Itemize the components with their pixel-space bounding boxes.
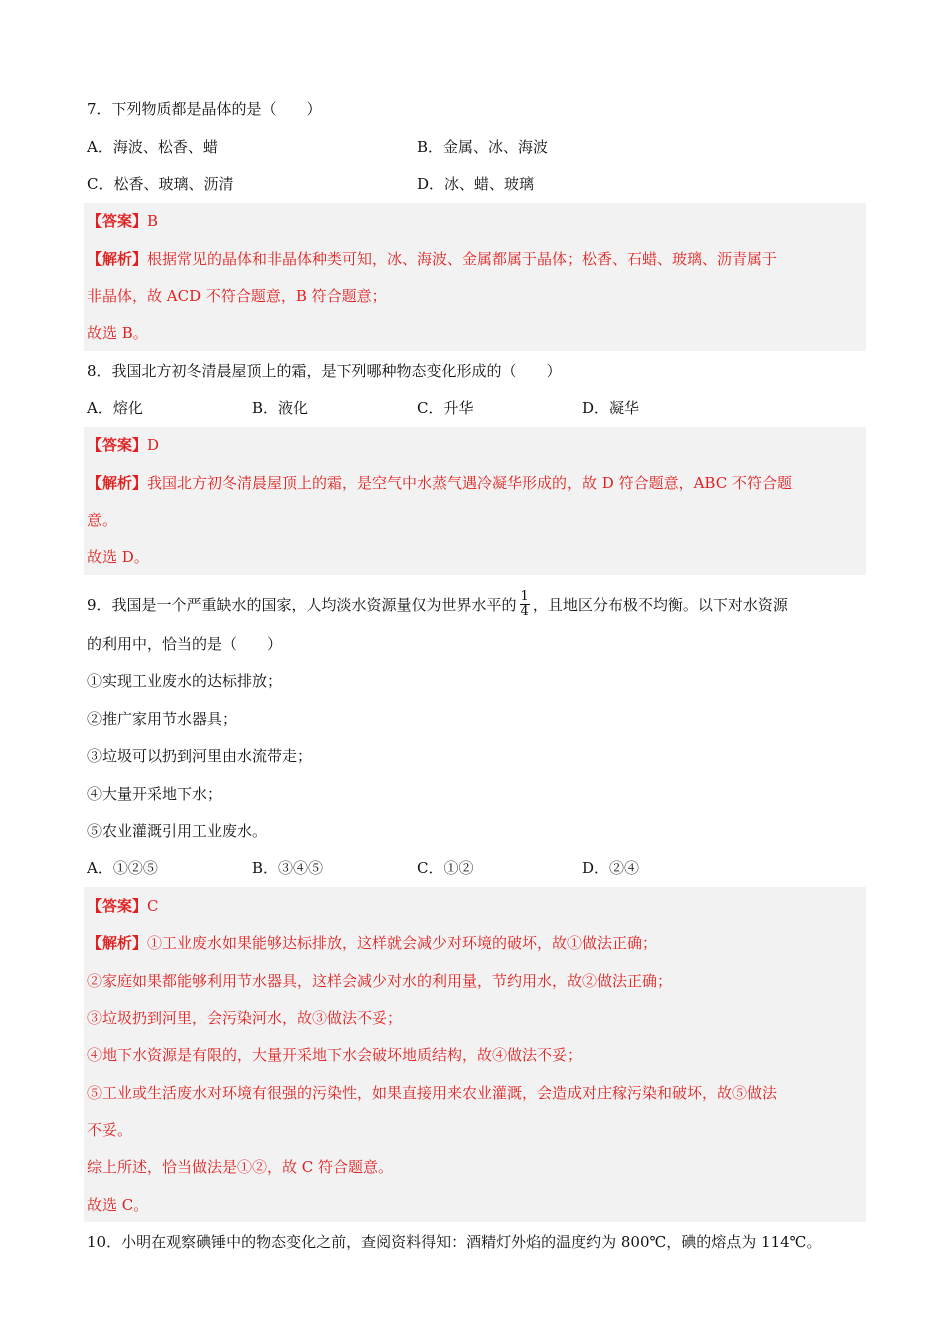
q7-option-b: B．金属、冰、海波 <box>417 138 549 156</box>
analysis-text: 我国北方初冬清晨屋顶上的霜，是空气中水蒸气遇冷凝华形成的，故 D 符合题意，ABC 不符合题 <box>147 474 792 492</box>
q9-item-4: ④大量开采地下水； <box>87 785 223 803</box>
q9-analysis-line-3: ③垃圾扔到河里，会污染河水，故③做法不妥； <box>87 1009 403 1027</box>
q9-analysis-line-4: ④地下水资源是有限的，大量开采地下水会破坏地质结构，故④做法不妥； <box>87 1046 583 1064</box>
q7-analysis-line-2: 非晶体，故 ACD 不符合题意，B 符合题意； <box>87 287 387 305</box>
fraction-one-quarter <box>520 590 530 619</box>
q9-stem-line-2: 的利用中，恰当的是（ ） <box>87 635 283 653</box>
q7-answer-box <box>84 203 866 351</box>
answer-value: B <box>147 212 159 230</box>
fraction-denominator: 4 <box>520 603 529 619</box>
analysis-tag: 【解析】 <box>87 474 148 492</box>
q9-stem-line-1 <box>87 588 788 621</box>
q7-conclusion: 故选 B。 <box>87 324 148 342</box>
q8-option-a: A．熔化 <box>87 399 143 417</box>
q9-item-3: ③垃圾可以扔到河里由水流带走； <box>87 747 313 765</box>
answer-tag: 【答案】 <box>87 436 148 454</box>
answer-tag: 【答案】 <box>87 212 148 230</box>
q8-analysis-line-1 <box>87 473 792 493</box>
q9-item-1: ①实现工业废水的达标排放； <box>87 672 283 690</box>
q9-option-a: A．①②⑤ <box>87 859 158 877</box>
q9-item-5: ⑤农业灌溉引用工业废水。 <box>87 822 268 840</box>
answer-tag: 【答案】 <box>87 897 148 915</box>
q9-stem-part-2: ，且地区分布极不均衡。以下对水资源 <box>532 596 788 614</box>
q8-conclusion: 故选 D。 <box>87 548 149 566</box>
q10-stem: 10．小明在观察碘锤中的物态变化之前，查阅资料得知：酒精灯外焰的温度约为 800℃，碘的熔点为 114℃。 <box>87 1233 822 1251</box>
q9-option-d: D．②④ <box>582 859 640 877</box>
fraction-numerator: 1 <box>520 588 529 604</box>
q9-option-b: B．③④⑤ <box>252 859 324 877</box>
q9-answer <box>87 896 159 916</box>
q8-option-d: D．凝华 <box>582 399 640 417</box>
q7-option-a: A．海波、松香、蜡 <box>87 138 218 156</box>
q8-option-c: C．升华 <box>417 399 474 417</box>
answer-value: C <box>147 897 159 915</box>
q7-answer <box>87 211 158 231</box>
answer-value: D <box>147 436 160 454</box>
q8-stem: 8．我国北方初冬清晨屋顶上的霜，是下列哪种物态变化形成的（ ） <box>87 362 562 380</box>
analysis-tag: 【解析】 <box>87 934 148 952</box>
q8-answer <box>87 435 159 455</box>
q9-stem-part-1: 9．我国是一个严重缺水的国家，人均淡水资源量仅为世界水平的 <box>87 596 517 614</box>
q8-answer-box <box>84 427 866 575</box>
analysis-text: ①工业废水如果能够达标排放，这样就会减少对环境的破坏，故①做法正确； <box>147 934 658 952</box>
q8-option-b: B．液化 <box>252 399 309 417</box>
q9-conclusion: 故选 C。 <box>87 1196 149 1214</box>
q7-analysis-line-1 <box>87 249 777 269</box>
q7-stem: 7．下列物质都是晶体的是（ ） <box>87 100 322 118</box>
analysis-tag: 【解析】 <box>87 250 148 268</box>
analysis-text: 根据常见的晶体和非晶体种类可知，冰、海波、金属都属于晶体；松香、石蜡、玻璃、沥青属于 <box>147 250 778 268</box>
q9-analysis-line-5: ⑤工业或生活废水对环境有很强的污染性，如果直接用来农业灌溉，会造成对庄稼污染和破坏，故⑤做法 <box>87 1084 778 1102</box>
q7-option-d: D．冰、蜡、玻璃 <box>417 175 535 193</box>
q9-analysis-line-6: 不妥。 <box>87 1121 133 1139</box>
q8-analysis-line-2: 意。 <box>87 511 118 529</box>
q9-summary: 综上所述，恰当做法是①②，故 C 符合题意。 <box>87 1158 394 1176</box>
q9-analysis-line-2: ②家庭如果都能够利用节水器具，这样会减少对水的利用量，节约用水，故②做法正确； <box>87 972 673 990</box>
q7-option-c: C．松香、玻璃、沥清 <box>87 175 234 193</box>
q9-option-c: C．①② <box>417 859 474 877</box>
q9-item-2: ②推广家用节水器具； <box>87 710 238 728</box>
q9-analysis-line-1 <box>87 933 657 953</box>
